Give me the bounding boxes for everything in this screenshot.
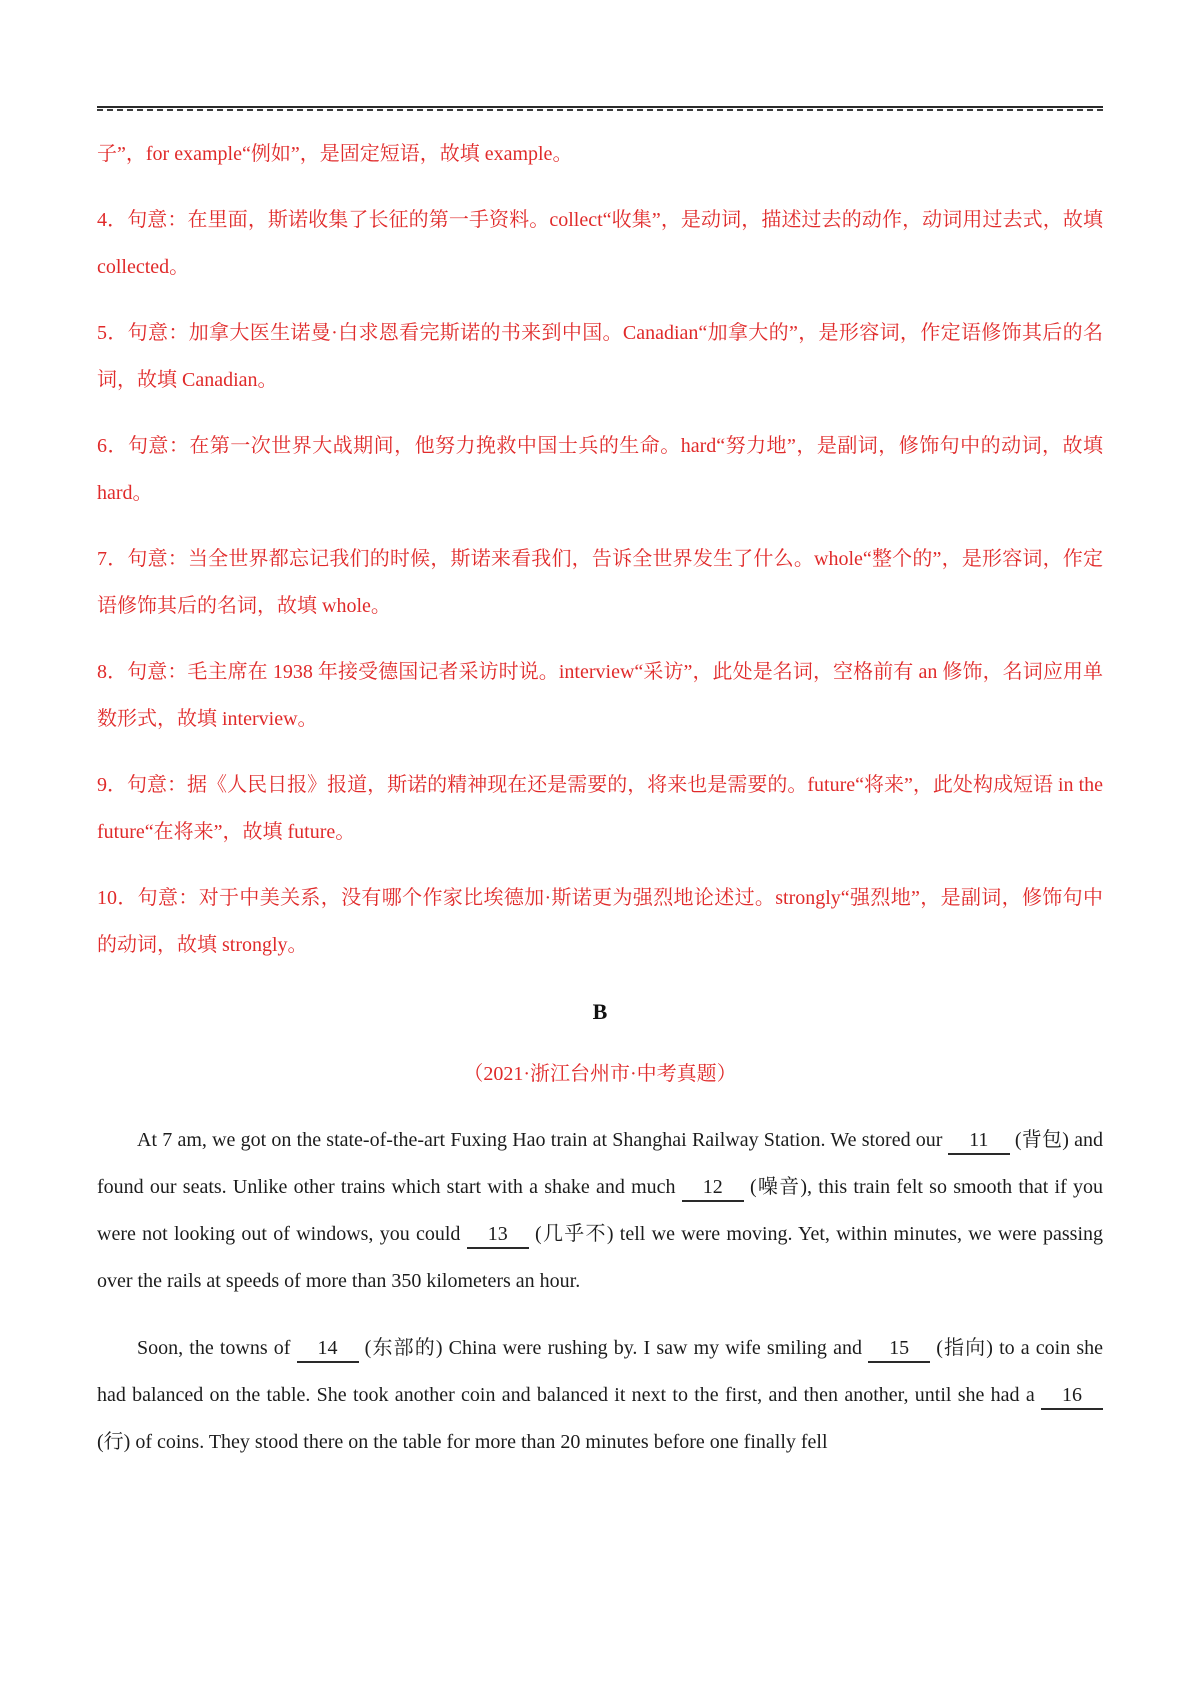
answer-explanation-9: 9．句意：据《人民日报》报道，斯诺的精神现在还是需要的，将来也是需要的。future“将来”，此处构成短语 in the future“在将来”，故填 future。 <box>97 774 1103 843</box>
page-divider <box>97 106 1103 111</box>
passage-text: Soon, the towns of <box>137 1337 297 1359</box>
passage-text: (东部的) China were rushing by. I saw my wife smiling and <box>358 1337 869 1359</box>
blank-11: 11 <box>948 1127 1010 1155</box>
answer-explanation-7: 7．句意：当全世界都忘记我们的时候，斯诺来看我们，告诉全世界发生了什么。whole“整个的”，是形容词，作定语修饰其后的名词，故填 whole。 <box>97 548 1103 617</box>
blank-14: 14 <box>297 1335 359 1363</box>
passage-text: (背包) and found our seats. Unlike other trains which start with a shake and much <box>97 1129 1104 1198</box>
answer-explanation-10: 10．句意：对于中美关系，没有哪个作家比埃德加·斯诺更为强烈地论述过。strongly“强烈地”，是副词，修饰句中的动词，故填 strongly。 <box>97 887 1103 956</box>
blank-16: 16 <box>1041 1382 1103 1410</box>
passage-text: (几乎不) tell we were moving. Yet, within minutes, we were passing over the rails at speeds of more than 350 kilometers an hour. <box>97 1223 1103 1292</box>
passage <box>97 1117 1103 1466</box>
answer-explanation-8: 8．句意：毛主席在 1938 年接受德国记者采访时说。interview“采访”，此处是名词，空格前有 an 修饰，名词应用单数形式，故填 interview。 <box>97 661 1103 730</box>
answer-explanation-6: 6．句意：在第一次世界大战期间，他努力挽救中国士兵的生命。hard“努力地”，是副词，修饰句中的动词，故填 hard。 <box>97 435 1103 504</box>
passage-text: (指向) to a coin she had balanced on the table. She took another coin and balanced it next to the first, and then another, until she had a <box>97 1337 1103 1406</box>
passage-paragraph <box>97 1325 1103 1466</box>
blank-15: 15 <box>868 1335 930 1363</box>
blank-12: 12 <box>682 1174 744 1202</box>
passage-text: (噪音), this train felt so smooth that if you were not looking out of windows, you could <box>97 1176 1104 1245</box>
answer-explanation-4: 4．句意：在里面，斯诺收集了长征的第一手资料。collect“收集”，是动词，描述过去的动作，动词用过去式，故填 collected。 <box>97 209 1103 278</box>
answer-explanation-continued: 子”，for example“例如”，是固定短语，故填 example。 <box>97 143 573 165</box>
blank-13: 13 <box>467 1221 529 1249</box>
passage-text: At 7 am, we got on the state-of-the-art Fuxing Hao train at Shanghai Railway Station. We stored our <box>137 1129 948 1151</box>
passage-text: (行) of coins. They stood there on the table for more than 20 minutes before one finally fell <box>97 1431 828 1453</box>
answer-explanations <box>97 131 1103 969</box>
passage-paragraph <box>97 1117 1103 1305</box>
page-divider-dashes <box>97 109 1103 111</box>
section-heading: B <box>592 999 608 1024</box>
exam-source: （2021·浙江台州市·中考真题） <box>463 1063 737 1085</box>
answer-explanation-5: 5．句意：加拿大医生诺曼·白求恩看完斯诺的书来到中国。Canadian“加拿大的”，是形容词，作定语修饰其后的名词，故填 Canadian。 <box>97 322 1103 391</box>
